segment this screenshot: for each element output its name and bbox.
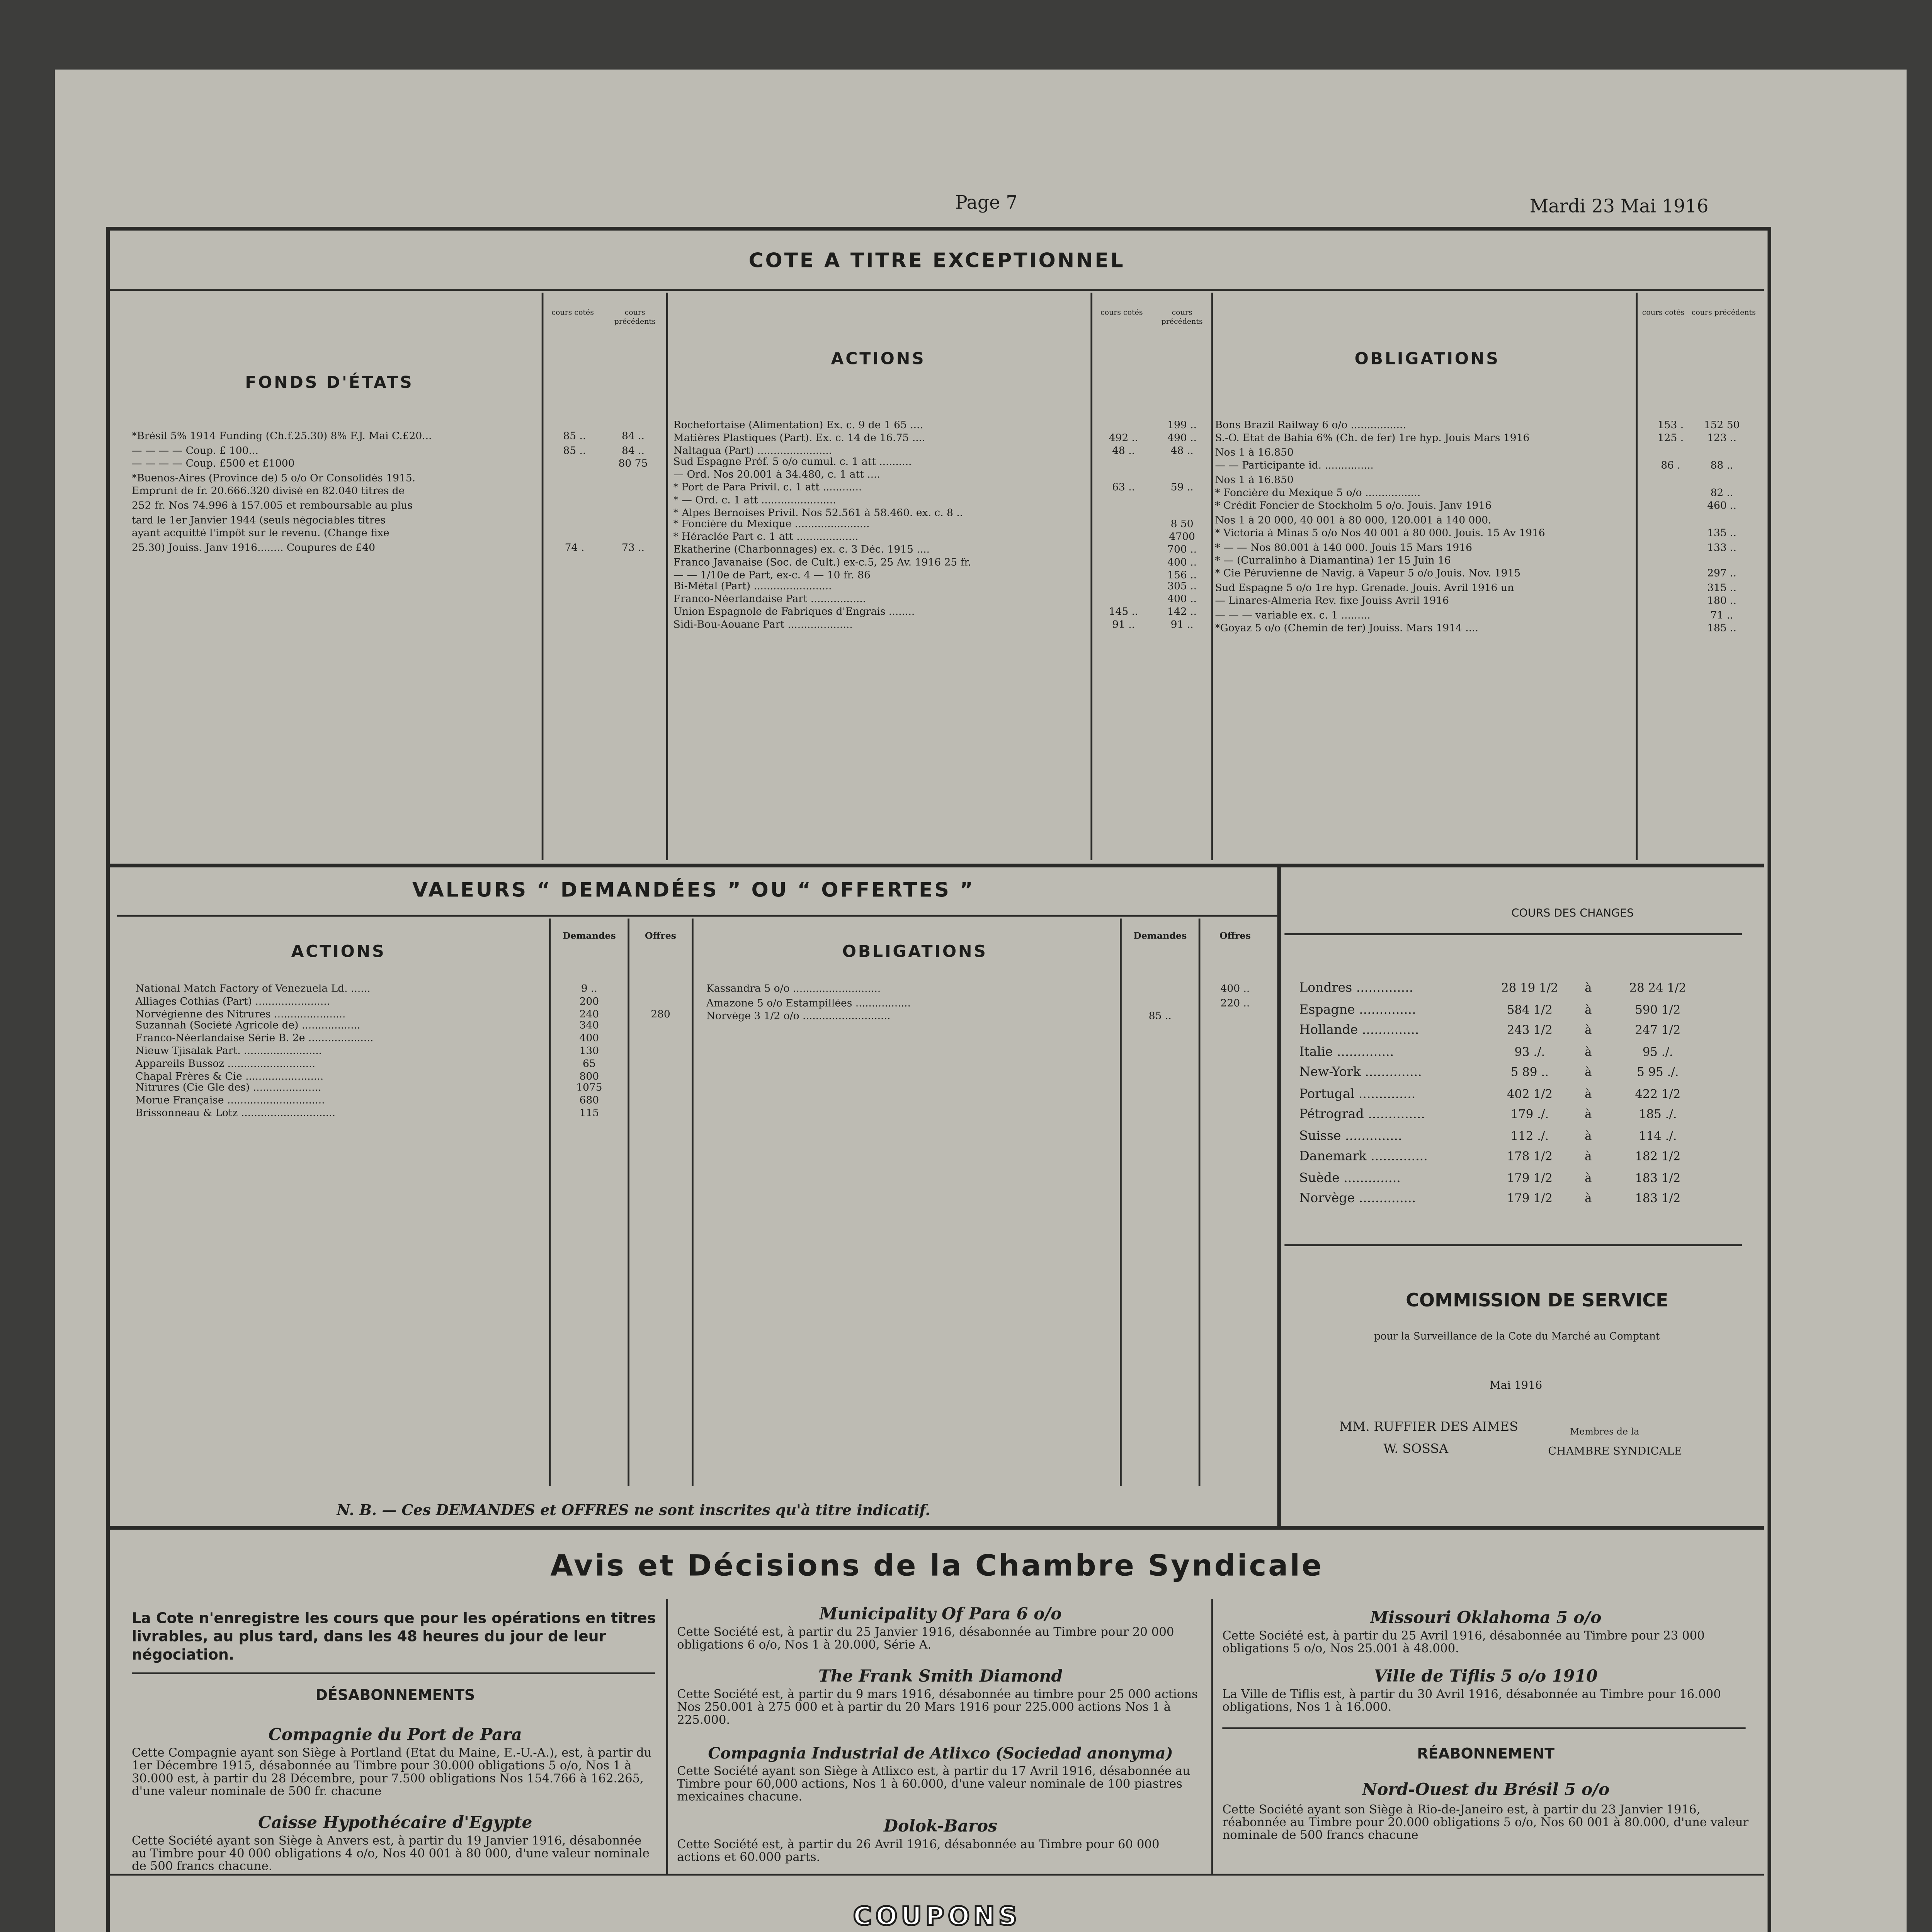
divider bbox=[110, 1874, 1764, 1876]
table-row-precedent: 700 .. bbox=[1167, 545, 1197, 556]
valeurs-obligations-heading: OBLIGATIONS bbox=[842, 944, 988, 963]
table-row-cote: 153 . bbox=[1657, 421, 1684, 432]
change-bid: 112 ./. bbox=[1510, 1128, 1549, 1143]
avis-c2-title4: Dolok-Baros bbox=[884, 1819, 998, 1837]
change-place: Norvège .............. bbox=[1299, 1191, 1416, 1206]
table-row-cote: 86 . bbox=[1661, 461, 1680, 473]
valeur-demande: 130 bbox=[579, 1046, 599, 1058]
valeur-demande: 240 bbox=[579, 1009, 599, 1020]
table-row-label: Nos 1 à 16.850 bbox=[1215, 475, 1294, 486]
table-row-precedent: 135 .. bbox=[1707, 529, 1736, 540]
divider bbox=[1284, 933, 1742, 935]
table-row-label: * Victoria à Minas 5 o/o Nos 40 001 à 80 000. Jouis. 15 Av 1916 bbox=[1215, 529, 1545, 540]
change-connector: à bbox=[1585, 1170, 1592, 1185]
change-place: Portugal .............. bbox=[1299, 1086, 1416, 1101]
change-place: New-York .............. bbox=[1299, 1065, 1422, 1080]
valeurs-note: N. B. — Ces DEMANDES et OFFRES ne sont inscrites qu'à titre indicatif. bbox=[337, 1500, 930, 1519]
col-demandes: Demandes bbox=[562, 931, 616, 942]
valeur-demande: 200 bbox=[579, 997, 599, 1008]
column-rule bbox=[692, 918, 694, 1486]
table-row-label: Bi-Métal (Part) ........................ bbox=[673, 582, 832, 594]
table-row-label: * — Ord. c. 1 att ....................... bbox=[673, 495, 836, 507]
valeur-label: Nitrures (Cie Gle des) ..................... bbox=[135, 1084, 321, 1095]
change-place: Hollande .............. bbox=[1299, 1023, 1419, 1038]
column-rule bbox=[1636, 293, 1638, 860]
change-ask: 590 1/2 bbox=[1635, 1002, 1681, 1017]
table-row-precedent: 91 .. bbox=[1170, 620, 1194, 631]
col-offres: Offres bbox=[1219, 931, 1251, 942]
change-bid: 5 89 .. bbox=[1510, 1065, 1549, 1080]
change-connector: à bbox=[1585, 1107, 1592, 1122]
change-ask: 114 ./. bbox=[1639, 1128, 1677, 1143]
table-row-label: S.-O. État de Bahia 6% (Ch. de fer) 1re hyp. Jouis Mars 1916 bbox=[1215, 434, 1530, 446]
table-row-precedent: 185 .. bbox=[1707, 624, 1736, 635]
column-rule bbox=[1120, 918, 1122, 1486]
table-row-precedent: 80 75 bbox=[618, 459, 648, 471]
change-place: Suisse .............. bbox=[1299, 1128, 1402, 1143]
col-label-precedents: cours précédents bbox=[1691, 307, 1756, 317]
table-row-precedent: 305 .. bbox=[1167, 582, 1197, 594]
table-row-label: — — — — Coup. £500 et £1000 bbox=[131, 459, 295, 471]
table-row-cote: 74 . bbox=[565, 543, 585, 554]
commission-name-2: W. SOSSA bbox=[1383, 1442, 1449, 1457]
commission-month: Mai 1916 bbox=[1489, 1379, 1543, 1393]
valeur-demande: 85 .. bbox=[1148, 1012, 1172, 1023]
table-row-label: * Alpes Bernoises Privil. Nos 52.561 à 58.460. ex. c. 8 .. bbox=[673, 508, 963, 519]
table-row-precedent: 84 .. bbox=[621, 446, 645, 457]
col-label-precedents: cours précédents bbox=[614, 307, 656, 326]
table-row-precedent: 400 .. bbox=[1167, 558, 1197, 569]
table-row-precedent: 142 .. bbox=[1167, 607, 1197, 619]
table-row-cote: 91 .. bbox=[1112, 620, 1135, 631]
col-label-cotes: cours cotés bbox=[1642, 307, 1685, 317]
table-row-precedent: 156 .. bbox=[1167, 570, 1197, 581]
table-row-label: * — — Nos 80.001 à 140 000. Jouis 15 Mars 1916 bbox=[1215, 543, 1473, 554]
col-label-precedents: cours précédents bbox=[1161, 307, 1203, 326]
avis-c2-para1: Cette Société est, à partir du 25 Janvier 1916, désabonnée au Timbre pour 20 000 obligations 6 o/o, Nos 1 à 20.000, Série A. bbox=[677, 1625, 1174, 1653]
table-row-precedent: 123 .. bbox=[1707, 434, 1736, 446]
table-row-cote: 85 .. bbox=[563, 446, 586, 457]
valeur-demande: 1075 bbox=[576, 1084, 602, 1095]
column-rule bbox=[666, 1599, 668, 1874]
table-row-label: * — (Curralinho à Diamantina) 1er 15 Juin 16 bbox=[1215, 556, 1451, 568]
change-connector: à bbox=[1585, 1002, 1592, 1017]
table-row-label: * Cie Péruvienne de Navig. à Vapeur 5 o/o Jouis. Nov. 1915 bbox=[1215, 570, 1521, 581]
table-row-cote: 63 .. bbox=[1112, 483, 1135, 494]
valeur-offre: 400 .. bbox=[1220, 984, 1250, 996]
valeur-label: Norvégienne des Nitrures ...................... bbox=[135, 1009, 346, 1020]
col-demandes: Demandes bbox=[1133, 931, 1187, 942]
change-ask: 182 1/2 bbox=[1635, 1149, 1681, 1164]
table-row-label: 25.30) Jouiss. Janv 1916........ Coupures de £40 bbox=[131, 543, 375, 554]
table-row-cote: 145 .. bbox=[1109, 607, 1138, 619]
obligations-heading: OBLIGATIONS bbox=[1354, 351, 1500, 370]
cote-title: COTE A TITRE EXCEPTIONNEL bbox=[748, 249, 1125, 273]
valeur-label: Kassandra 5 o/o ........................... bbox=[706, 984, 881, 996]
change-place: Pétrograd .............. bbox=[1299, 1107, 1425, 1122]
valeur-label: National Match Factory of Venezuela Ld. ...... bbox=[135, 984, 371, 996]
table-row-label: tard le 1er Janvier 1944 (seuls négociables titres bbox=[131, 515, 386, 526]
column-rule bbox=[1211, 293, 1213, 860]
coupons-title: COUPONS bbox=[853, 1903, 1021, 1932]
avis-c3-para2: La Ville de Tiflis est, à partir du 30 Avril 1916, désabonnée au Timbre pour 16.000 obligations, Nos 1 à 16.000. bbox=[1222, 1687, 1721, 1715]
avis-c2-title2: The Frank Smith Diamond bbox=[818, 1668, 1063, 1687]
table-row-precedent: 84 .. bbox=[621, 432, 645, 443]
divider bbox=[110, 1526, 1764, 1529]
page-date: Mardi 23 Mai 1916 bbox=[1529, 197, 1709, 218]
divider bbox=[1284, 1244, 1742, 1246]
table-row-precedent: 297 .. bbox=[1707, 570, 1736, 581]
valeur-offre: 220 .. bbox=[1220, 998, 1250, 1009]
table-row-cote: 48 .. bbox=[1112, 446, 1135, 457]
change-ask: 185 ./. bbox=[1639, 1107, 1677, 1122]
valeur-demande: 115 bbox=[579, 1109, 599, 1120]
desab-heading: DÉSABONNEMENTS bbox=[315, 1687, 475, 1704]
change-connector: à bbox=[1585, 1065, 1592, 1080]
table-row-label: Franco Javanaise (Soc. de Cult.) ex-c.5, 25 Av. 1916 25 fr. bbox=[673, 558, 971, 569]
col-offres: Offres bbox=[645, 931, 676, 942]
table-row-label: * Foncière du Mexique 5 o/o ................. bbox=[1215, 488, 1421, 500]
valeur-label: Amazone 5 o/o Estampillées ................. bbox=[706, 998, 911, 1009]
avis-c2-title3: Compagnia Industrial de Atlixco (Sociedad anonyma) bbox=[708, 1745, 1173, 1764]
column-rule bbox=[1199, 918, 1201, 1486]
table-row-label: — — Participante id. ............... bbox=[1215, 461, 1374, 473]
divider bbox=[110, 864, 1764, 867]
change-ask: 247 1/2 bbox=[1635, 1023, 1681, 1038]
divider bbox=[1222, 1727, 1745, 1729]
table-row-label: Naltagua (Part) ....................... bbox=[673, 446, 832, 457]
divider bbox=[110, 289, 1764, 291]
change-place: Italie .............. bbox=[1299, 1044, 1394, 1059]
valeur-demande: 680 bbox=[579, 1096, 599, 1107]
change-bid: 243 1/2 bbox=[1507, 1023, 1553, 1038]
table-row-precedent: 133 .. bbox=[1707, 543, 1736, 554]
table-row-precedent: 88 .. bbox=[1710, 461, 1733, 473]
commission-title: COMMISSION DE SERVICE bbox=[1406, 1292, 1668, 1312]
avis-c3-title1: Missouri Oklahoma 5 o/o bbox=[1370, 1610, 1602, 1629]
column-rule bbox=[1211, 1599, 1213, 1874]
column-rule bbox=[628, 918, 629, 1486]
change-place: Londres .............. bbox=[1299, 981, 1413, 996]
table-row-label: Union Espagnole de Fabriques d'Engrais ........ bbox=[673, 607, 915, 619]
table-row-precedent: 8 50 bbox=[1170, 520, 1194, 532]
change-connector: à bbox=[1585, 1023, 1592, 1038]
table-row-label: Bons Brazil Railway 6 o/o ................. bbox=[1215, 421, 1406, 432]
change-bid: 28 19 1/2 bbox=[1501, 981, 1558, 996]
valeur-label: Brissonneau & Lotz ............................. bbox=[135, 1109, 336, 1120]
change-ask: 95 ./. bbox=[1642, 1044, 1673, 1059]
valeur-label: Appareils Bussoz ........................... bbox=[135, 1059, 315, 1070]
table-row-label: *Goyaz 5 o/o (Chemin de fer) Jouiss. Mars 1914 .... bbox=[1215, 624, 1478, 635]
change-connector: à bbox=[1585, 1128, 1592, 1143]
change-place: Espagne .............. bbox=[1299, 1002, 1416, 1017]
table-row-precedent: 71 .. bbox=[1710, 610, 1733, 622]
valeur-label: Suzannah (Société Agricole de) .................. bbox=[135, 1022, 361, 1033]
valeur-demande: 800 bbox=[579, 1071, 599, 1083]
table-row-label: Nos 1 à 20 000, 40 001 à 80 000, 120.001 à 140 000. bbox=[1215, 515, 1492, 527]
column-rule bbox=[666, 293, 668, 860]
table-row-label: — Ord. Nos 20.001 à 34.480, c. 1 att .... bbox=[673, 470, 880, 482]
avis-c1-para2: Cette Société ayant son Siège à Anvers est, à partir du 19 Janvier 1916, désabonnée au Timbre pour 40 000 obligations 4 o/o, Nos 40 001 à 80 000, d'une valeur nominale de 500 francs chacune. bbox=[131, 1833, 650, 1874]
table-row-label: — Linares-Almeria Rev. fixe Jouiss Avril 1916 bbox=[1215, 597, 1449, 608]
valeurs-title: VALEURS “ DEMANDÉES ” OU “ OFFERTES ” bbox=[412, 878, 975, 902]
table-row-precedent: 400 .. bbox=[1167, 595, 1197, 606]
avis-c2-title1: Municipality Of Para 6 o/o bbox=[819, 1606, 1062, 1625]
change-ask: 28 24 1/2 bbox=[1629, 981, 1687, 996]
change-bid: 93 ./. bbox=[1514, 1044, 1545, 1059]
valeur-offre: 280 bbox=[651, 1009, 670, 1020]
table-row-precedent: 59 .. bbox=[1170, 483, 1194, 494]
column-rule bbox=[1090, 293, 1092, 860]
reab-heading: RÉABONNEMENT bbox=[1417, 1745, 1555, 1762]
table-row-label: — — 1/10e de Part, ex-c. 4 — 10 fr. 86 bbox=[673, 570, 871, 581]
table-row-label: Matières Plastiques (Part). Ex. c. 14 de 16.75 .... bbox=[673, 433, 925, 444]
table-row-label: *Buenos-Aires (Province de) 5 o/o Or Consolidés 1915. bbox=[131, 473, 416, 485]
col-label-cotes: cours cotés bbox=[1100, 307, 1143, 317]
table-row-label: Sud Espagne Préf. 5 o/o cumul. c. 1 att .......... bbox=[673, 458, 912, 469]
avis-c2-para3: Cette Société ayant son Siège à Atlixco est, à partir du 17 Avril 1916, désabonnée au Timbre pour 60,000 actions, Nos 1 à 60.000, d'une valeur nominale de 100 piastres mexicaines chacune. bbox=[677, 1764, 1190, 1804]
avis-c2-para4: Cette Société est, à partir du 26 Avril 1916, désabonnée au Timbre pour 60 000 actions et 60.000 parts. bbox=[677, 1837, 1160, 1865]
valeur-label: Chapal Frères & Cie ........................ bbox=[135, 1071, 324, 1083]
avis-intro: La Cote n'enregistre les cours que pour les opérations en titres livrables, au plus tard, dans les 48 heures du jour de leur négociation. bbox=[131, 1610, 656, 1663]
change-bid: 402 1/2 bbox=[1507, 1086, 1553, 1101]
column-rule bbox=[542, 293, 544, 860]
divider bbox=[117, 915, 1277, 917]
valeur-label: Alliages Cothias (Part) ....................... bbox=[135, 997, 330, 1008]
change-bid: 178 1/2 bbox=[1507, 1149, 1553, 1164]
table-row-label: * Crédit Foncier de Stockholm 5 o/o. Jouis. Janv 1916 bbox=[1215, 502, 1492, 513]
table-row-cote: 492 .. bbox=[1109, 433, 1138, 444]
avis-c3-title3: Nord-Ouest du Brésil 5 o/o bbox=[1362, 1782, 1610, 1801]
table-row-label: Sidi-Bou-Aouane Part .................... bbox=[673, 620, 853, 631]
table-row-label: Franco-Néerlandaise Part ................. bbox=[673, 595, 866, 606]
valeur-demande: 400 bbox=[579, 1034, 599, 1045]
table-row-label: ayant acquitté l'impôt sur le revenu. (Change fixe bbox=[131, 529, 389, 540]
change-ask: 422 1/2 bbox=[1635, 1086, 1681, 1101]
change-ask: 183 1/2 bbox=[1635, 1170, 1681, 1185]
table-row-label: * Héraclée Part c. 1 att ................... bbox=[673, 532, 859, 544]
change-bid: 179 ./. bbox=[1510, 1107, 1549, 1122]
valeur-label: Norvège 3 1/2 o/o ........................... bbox=[706, 1012, 891, 1023]
change-connector: à bbox=[1585, 1191, 1592, 1206]
table-row-precedent: 48 .. bbox=[1170, 446, 1194, 457]
avis-c1-para1: Cette Compagnie ayant son Siège à Portland (Etat du Maine, E.-U.-A.), est, à partir du 1er Décembre 1915, désabonnée au Timbre pour 30.000 obligations 5 o/o, Nos 1 à 30.000 est, à partir du 28 Décembre, pour 7.500 obligations Nos 154.766 à 162.265, d'une valeur nominale de 500 fr. chacune bbox=[131, 1745, 652, 1799]
valeurs-actions-heading: ACTIONS bbox=[291, 944, 386, 963]
valeur-label: Franco-Néerlandaise Série B. 2e .................... bbox=[135, 1034, 374, 1045]
change-bid: 179 1/2 bbox=[1507, 1170, 1553, 1185]
table-row-precedent: 180 .. bbox=[1707, 597, 1736, 608]
table-row-precedent: 460 .. bbox=[1707, 502, 1736, 513]
table-row-cote: 85 .. bbox=[563, 432, 586, 443]
change-bid: 179 1/2 bbox=[1507, 1191, 1553, 1206]
changes-heading: COURS DES CHANGES bbox=[1511, 907, 1634, 920]
table-row-label: — — — — Coup. £ 100... bbox=[131, 446, 259, 457]
table-row-label: Nos 1 à 16.850 bbox=[1215, 448, 1294, 459]
page-number: Page 7 bbox=[955, 194, 1018, 214]
table-row-label: * Port de Para Privil. c. 1 att ............ bbox=[673, 483, 862, 494]
table-row-label: * Foncière du Mexique ....................... bbox=[673, 520, 870, 532]
table-row-label: 252 fr. Nos 74.996 à 157.005 et remboursable au plus bbox=[131, 501, 413, 512]
table-row-precedent: 73 .. bbox=[621, 543, 645, 554]
change-ask: 183 1/2 bbox=[1635, 1191, 1681, 1206]
avis-c1-title1: Compagnie du Port de Para bbox=[268, 1727, 522, 1746]
valeur-demande: 65 bbox=[582, 1059, 596, 1070]
change-bid: 584 1/2 bbox=[1507, 1002, 1553, 1017]
change-connector: à bbox=[1585, 981, 1592, 996]
commission-name-1: MM. RUFFIER DES AIMES bbox=[1339, 1420, 1518, 1435]
col-label-cotes: cours cotés bbox=[551, 307, 594, 317]
table-row-precedent: 4700 bbox=[1169, 532, 1195, 544]
change-connector: à bbox=[1585, 1086, 1592, 1101]
table-row-label: Ekatherine (Charbonnages) ex. c. 3 Déc. 1915 .... bbox=[673, 545, 930, 556]
avis-c3-para1: Cette Société est, à partir du 25 Avril 1916, désabonnée au Timbre pour 23 000 obligations 5 o/o, Nos 25.001 à 48.000. bbox=[1222, 1628, 1705, 1656]
column-rule bbox=[1277, 864, 1281, 1526]
table-row-label: — — — variable ex. c. 1 ......... bbox=[1215, 610, 1371, 622]
table-row-precedent: 152 50 bbox=[1704, 421, 1740, 432]
table-row-precedent: 82 .. bbox=[1710, 488, 1733, 500]
fonds-heading: FONDS D'ÉTATS bbox=[245, 375, 414, 394]
table-row-precedent: 199 .. bbox=[1167, 421, 1197, 432]
change-connector: à bbox=[1585, 1044, 1592, 1059]
change-place: Danemark .............. bbox=[1299, 1149, 1428, 1164]
table-row-cote: 125 . bbox=[1657, 434, 1684, 446]
column-rule bbox=[549, 918, 551, 1486]
commission-members-2: CHAMBRE SYNDICALE bbox=[1548, 1446, 1682, 1459]
valeur-label: Nieuw Tjisalak Part. ........................ bbox=[135, 1046, 322, 1058]
table-row-label: Rochefortaise (Alimentation) Ex. c. 9 de 1 65 .... bbox=[673, 421, 923, 432]
table-row-precedent: 490 .. bbox=[1167, 433, 1197, 444]
valeur-demande: 340 bbox=[579, 1022, 599, 1033]
valeur-label: Morue Française .............................. bbox=[135, 1096, 325, 1107]
valeur-demande: 9 .. bbox=[581, 984, 597, 996]
change-ask: 5 95 ./. bbox=[1637, 1065, 1679, 1080]
commission-subtitle: pour la Surveillance de la Cote du Marché au Comptant bbox=[1374, 1332, 1660, 1343]
change-connector: à bbox=[1585, 1149, 1592, 1164]
table-row-precedent: 315 .. bbox=[1707, 583, 1736, 595]
change-place: Suède .............. bbox=[1299, 1170, 1401, 1185]
table-row-label: Emprunt de fr. 20.666.320 divisé en 82.040 titres de bbox=[131, 487, 405, 498]
avis-c3-para3: Cette Société ayant son Siège à Rio-de-Janeiro est, à partir du 23 Janvier 1916, réabonnée au Timbre pour 20.000 obligations 5 o/o, Nos 60 001 à 80.000, d'une valeur nominale de 500 francs chacune bbox=[1222, 1802, 1749, 1843]
table-row-label: Sud Espagne 5 o/o 1re hyp. Grenade. Jouis. Avril 1916 un bbox=[1215, 583, 1514, 595]
table-row-label: *Brésil 5% 1914 Funding (Ch.f.25.30) 8% F.J. Mai C.£20... bbox=[131, 432, 432, 443]
avis-c3-title2: Ville de Tiflis 5 o/o 1910 bbox=[1374, 1668, 1598, 1687]
actions-heading: ACTIONS bbox=[831, 351, 926, 370]
commission-members-1: Membres de la bbox=[1570, 1427, 1639, 1439]
avis-c2-para2: Cette Société est, à partir du 9 mars 1916, désabonnée au timbre pour 25 000 actions Nos 250.001 à 275 000 et à partir du 20 Mars 1916 pour 225.000 actions Nos 1 à 225.000. bbox=[677, 1687, 1198, 1728]
divider bbox=[132, 1672, 655, 1674]
avis-title: Avis et Décisions de la Chambre Syndicale bbox=[550, 1548, 1323, 1583]
avis-c1-title2: Caisse Hypothécaire d'Egypte bbox=[258, 1815, 532, 1833]
